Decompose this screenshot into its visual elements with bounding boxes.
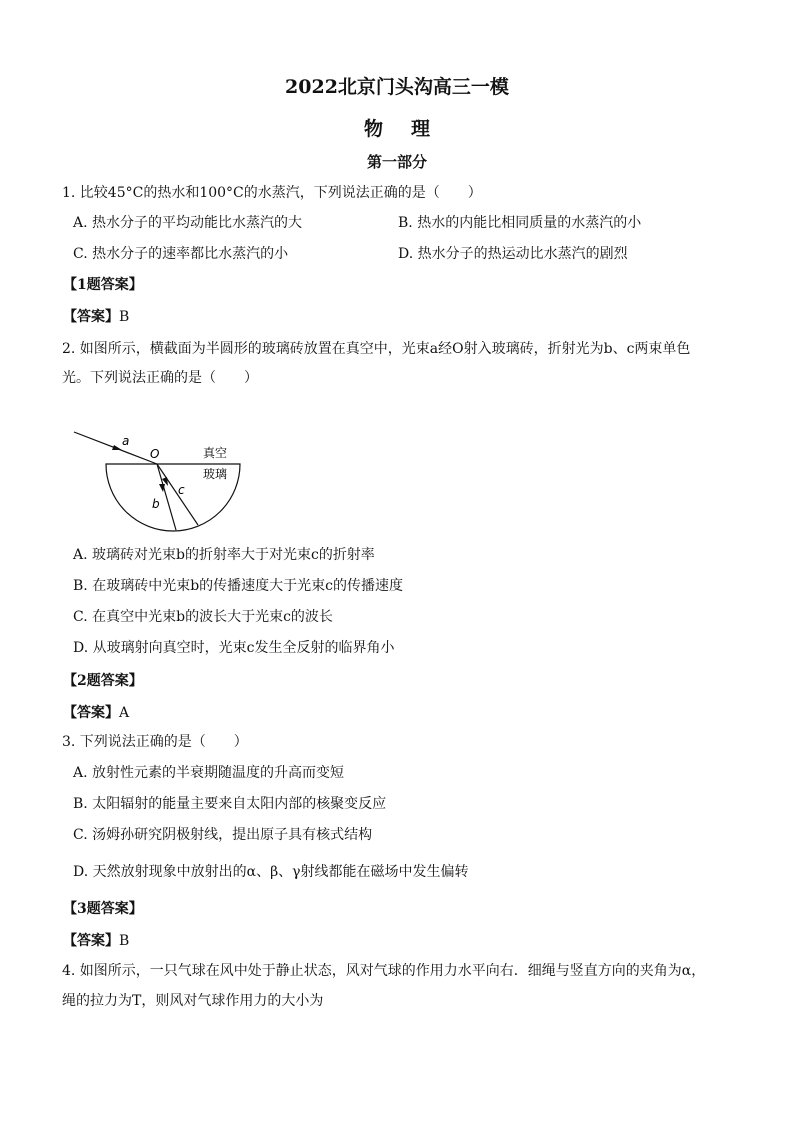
question-4-stem-line-1: 4. 如图所示，一只气球在风中处于静止状态，风对气球的作用力水平向右．细绳与竖直方向的夹角为α， bbox=[62, 963, 706, 979]
question-2-option-d: D. 从玻璃射向真空时，光束c发生全反射的临界角小 bbox=[73, 640, 395, 656]
question-3-answer bbox=[63, 930, 129, 950]
question-2-stem-line-1: 2. 如图所示，横截面为半圆形的玻璃砖放置在真空中，光束a经O射入玻璃砖，折射光为b、c两束单色 bbox=[62, 341, 691, 357]
answer-value: A bbox=[119, 705, 130, 721]
subject-char-2: 理 bbox=[411, 118, 431, 140]
question-2-stem-line-2: 光。下列说法正确的是（ ） bbox=[62, 370, 258, 386]
page-title: 2022北京门头沟高三一模 bbox=[285, 76, 509, 98]
question-1-option-b: B. 热水的内能比相同质量的水蒸汽的小 bbox=[398, 215, 642, 231]
question-3-stem: 3. 下列说法正确的是（ ） bbox=[62, 734, 248, 750]
question-1-answer-heading: 【1题答案】 bbox=[63, 277, 143, 293]
subject-heading bbox=[0, 114, 794, 141]
answer-label: 【答案】 bbox=[63, 933, 119, 949]
answer-value: B bbox=[119, 933, 130, 949]
question-2-answer bbox=[63, 702, 129, 722]
question-1-stem: 1. 比较45°C的热水和100°C的水蒸汽，下列说法正确的是（ ） bbox=[62, 185, 482, 201]
ray-a-arrow bbox=[112, 445, 122, 450]
answer-label: 【答案】 bbox=[63, 309, 119, 325]
refracted-ray-b bbox=[157, 464, 176, 530]
label-a: a bbox=[122, 434, 130, 448]
label-c: c bbox=[178, 483, 185, 497]
question-3-option-d: D. 天然放射现象中放射出的α、β、γ射线都能在磁场中发生偏转 bbox=[73, 864, 469, 880]
question-2-option-b: B. 在玻璃砖中光束b的传播速度大于光束c的传播速度 bbox=[73, 578, 403, 594]
answer-label: 【答案】 bbox=[63, 705, 119, 721]
refraction-figure bbox=[66, 424, 266, 544]
question-2-answer-heading: 【2题答案】 bbox=[63, 673, 143, 689]
label-glass: 玻璃 bbox=[203, 467, 228, 481]
label-b: b bbox=[152, 497, 160, 511]
question-2-option-c: C. 在真空中光束b的波长大于光束c的波长 bbox=[73, 609, 333, 625]
question-1-answer bbox=[63, 306, 129, 326]
question-1-option-d: D. 热水分子的热运动比水蒸汽的剧烈 bbox=[398, 246, 628, 262]
question-3-option-a: A. 放射性元素的半衰期随温度的升高而变短 bbox=[73, 765, 345, 781]
subject-char-1: 物 bbox=[363, 118, 383, 140]
section-heading: 第一部分 bbox=[366, 153, 427, 171]
question-4-stem-line-2: 绳的拉力为T，则风对气球作用力的大小为 bbox=[62, 993, 324, 1009]
question-3-option-b: B. 太阳辐射的能量主要来自太阳内部的核聚变反应 bbox=[73, 796, 387, 812]
label-o: O bbox=[150, 447, 160, 461]
question-1-option-a: A. 热水分子的平均动能比水蒸汽的大 bbox=[73, 215, 303, 231]
question-3-answer-heading: 【3题答案】 bbox=[63, 901, 143, 917]
question-3-option-c: C. 汤姆孙研究阴极射线，提出原子具有核式结构 bbox=[73, 827, 373, 843]
label-vacuum: 真空 bbox=[203, 446, 228, 460]
question-2-option-a: A. 玻璃砖对光束b的折射率大于对光束c的折射率 bbox=[73, 547, 375, 563]
question-1-option-c: C. 热水分子的速率都比水蒸汽的小 bbox=[73, 246, 289, 262]
answer-value: B bbox=[119, 309, 130, 325]
